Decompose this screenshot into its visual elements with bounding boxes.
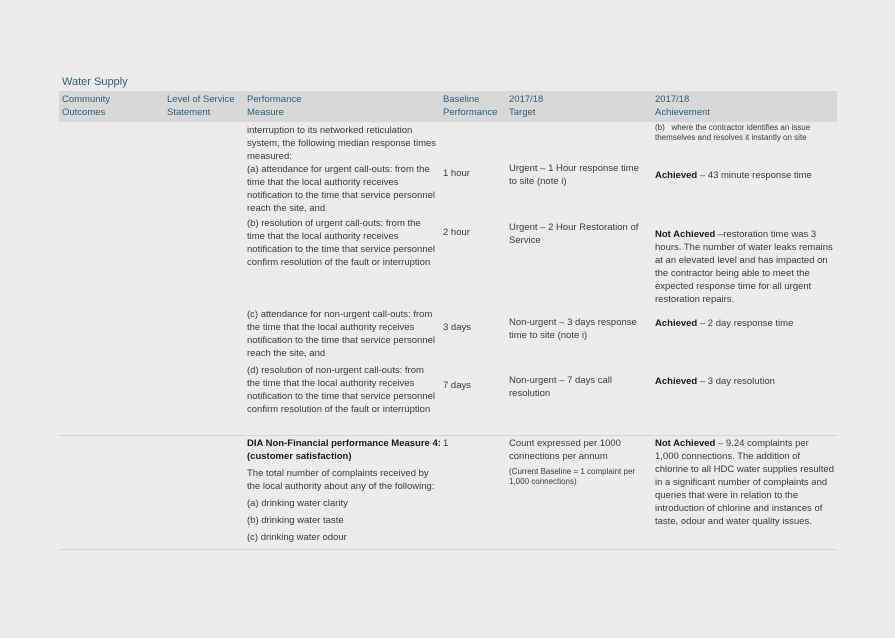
baseline-a: 1 hour <box>443 168 470 179</box>
measure-intro: interruption to its networked reticulation system, the following median response times measured: <box>247 125 437 162</box>
header-text: 2017/18 <box>509 94 544 105</box>
table-header-row <box>59 91 837 122</box>
target-dia-note: (Current Baseline = 1 complaint per 1,000 connections) <box>509 467 636 486</box>
target-d: Non-urgent – 7 days call resolution <box>509 375 612 399</box>
measure-dia-title: DIA Non-Financial performance Measure 4: (customer satisfaction) <box>247 438 441 462</box>
row-divider <box>59 435 837 436</box>
measure-dia-text: The total number of complaints received by the local authority about any of the following: <box>247 468 435 492</box>
achievement-detail: –restoration time was 3 hours. The number of water leaks remains at an elevated level and has impacted on the contractor being able to meet the expected response time for all urgent restoration repairs. <box>655 229 833 305</box>
list-item: (c) drinking water odour <box>247 532 347 543</box>
target-dia: Count expressed per 1000 connections per annum <box>509 438 621 462</box>
header-baseline-performance <box>443 94 497 119</box>
achievement-status: Not Achieved <box>655 229 716 240</box>
baseline-dia: 1 <box>443 438 449 449</box>
section-title: Water Supply <box>62 76 128 88</box>
header-target <box>509 94 543 119</box>
header-text: Performance <box>247 94 302 105</box>
achievement-status: Achieved <box>655 376 698 387</box>
measure-a: (a) attendance for urgent call-outs: from the time that the local authority receives notification to the time that service personnel reach the site, and <box>247 164 435 214</box>
measure-d: (d) resolution of non-urgent call-outs: from the time that the local authority receives notification to the time that service personnel confirm resolution of the fault or interruption <box>247 365 435 415</box>
measure-b: (b) resolution of urgent call-outs: from the time that the local authority receives notification to the time that service personnel confirm resolution of the fault or interruption <box>247 218 435 268</box>
header-text: Achievement <box>655 106 710 118</box>
header-level-of-service <box>167 94 235 119</box>
achievement-c <box>655 317 835 330</box>
header-achievement <box>655 94 710 119</box>
header-text: Level of Service <box>167 94 235 105</box>
achievement-detail: – 9.24 complaints per 1,000 connections. The addition of chlorine to all HDC water supplies resulted in a significant number of complaints and queries that were in relation to the introduction of chlorine and instances of taste, odour and water quality issues. <box>655 438 834 527</box>
achievement-d <box>655 375 835 388</box>
header-community-outcomes <box>62 94 110 119</box>
header-text: 2017/18 <box>655 94 690 105</box>
achievement-dia <box>655 437 835 528</box>
header-text: Measure <box>247 106 284 118</box>
achievement-a <box>655 169 835 182</box>
baseline-b: 2 hour <box>443 227 470 238</box>
measure-c: (c) attendance for non-urgent call-outs: from the time that the local authority receives notification to the time that service personnel reach the site, and <box>247 309 435 359</box>
header-text: Target <box>509 106 536 118</box>
header-text: Baseline <box>443 94 480 105</box>
header-text: Performance <box>443 106 498 118</box>
header-text: Statement <box>167 106 211 118</box>
achievement-b <box>655 228 835 306</box>
list-item: (b) drinking water taste <box>247 515 344 526</box>
achievement-status: Achieved <box>655 170 698 181</box>
baseline-d: 7 days <box>443 380 471 391</box>
baseline-c: 3 days <box>443 322 471 333</box>
list-item: (a) drinking water clarity <box>247 498 348 509</box>
target-a: Urgent – 1 Hour response time to site (note i) <box>509 163 639 187</box>
table-bottom-border <box>59 549 837 550</box>
achievement-intro-note: (b) where the contractor identifies an issue themselves and resolves it instantly on site <box>655 123 811 142</box>
achievement-detail: – 2 day response time <box>697 318 794 329</box>
achievement-status: Achieved <box>655 318 698 329</box>
achievement-detail: – 3 day resolution <box>697 376 775 387</box>
header-text: Community <box>62 94 111 105</box>
achievement-status: Not Achieved <box>655 438 716 449</box>
achievement-detail: – 43 minute response time <box>697 170 812 181</box>
header-performance-measure <box>247 94 301 119</box>
target-c: Non-urgent – 3 days response time to site (note i) <box>509 317 637 341</box>
header-text: Outcomes <box>62 106 106 118</box>
target-b: Urgent – 2 Hour Restoration of Service <box>509 222 639 246</box>
